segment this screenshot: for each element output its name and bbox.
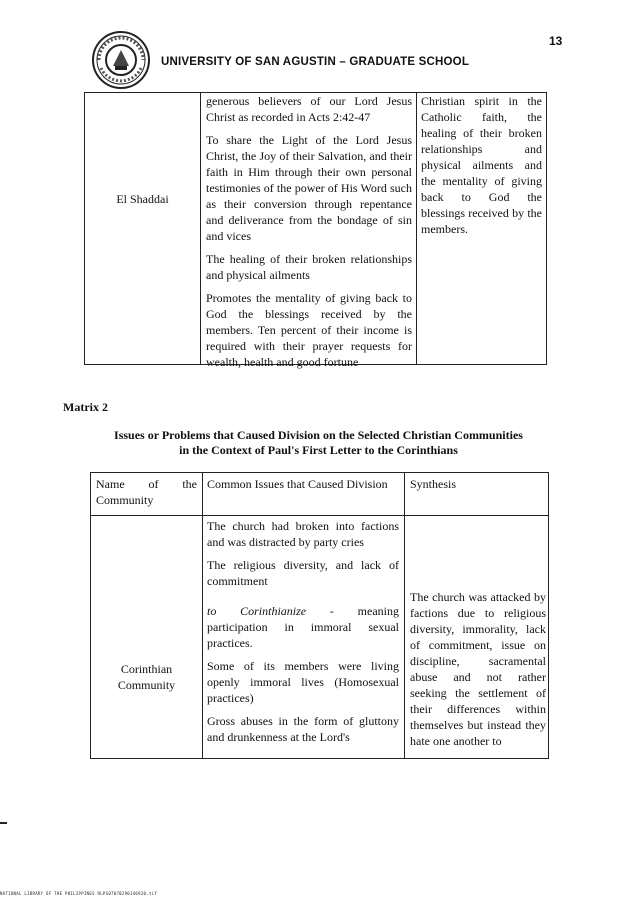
issue-paragraph: To share the Light of the Lord Jesus Christ, the Joy of their Salvation, and their faith in Him through their own personal testimonies of the power of His Word such as their conversion through repentance and deliverance from the bondage of sin and vices <box>206 133 412 243</box>
continued-table <box>84 92 547 369</box>
issue-paragraph: Some of its members were living openly immoral lives (Homosexual practices) <box>207 659 399 705</box>
issue-paragraph: generous believers of our Lord Jesus Christ as recorded in Acts 2:42-47 <box>206 94 412 124</box>
issue-paragraph: The religious diversity, and lack of commitment <box>207 558 399 588</box>
footer-scan-id: NATIONAL LIBRARY OF THE PHILIPPINES RLPS07070290146920.tif <box>0 891 158 896</box>
header-synthesis: Synthesis <box>410 477 457 491</box>
page-header: UNIVERSITY OF SAN AGUSTIN – GRADUATE SCHOOL <box>161 56 470 68</box>
issue-paragraph: Promotes the mentality of giving back to God the blessings received by the members. Ten percent of their income is required with their prayer requests for wealth, health and good fortune <box>206 291 412 369</box>
university-seal-icon <box>91 30 151 90</box>
matrix-title-line-1: Issues or Problems that Caused Division on the Selected Christian Communities <box>114 428 523 442</box>
synthesis-cell: Christian spirit in the Catholic faith, the healing of their broken relationships and physical ailments and the mentality of giving back to God the blessings received by the members. <box>421 94 542 236</box>
matrix-title-line-2: in the Context of Paul's First Letter to the Corinthians <box>179 443 458 457</box>
synthesis-cell: The church was attacked by factions due to religious diversity, immorality, lack of commitment, issue on discipline, sacramental abuse and not rather seeking the settlement of their differences within themselves but instead they hate one another to <box>410 590 546 748</box>
issues-cell <box>206 93 412 370</box>
issue-term-rest: - meaning participation in immoral sexual practices. <box>207 604 399 650</box>
page-number: 13 <box>549 34 563 48</box>
community-cell: El Shaddai <box>116 192 169 206</box>
matrix-label: Matrix 2 <box>63 400 108 414</box>
issue-paragraph: Gross abuses in the form of gluttony and drunkenness at the Lord's <box>207 714 399 744</box>
issue-term: to Corinthianize <box>207 604 307 618</box>
margin-mark <box>0 822 7 824</box>
issue-paragraph <box>207 603 399 651</box>
issue-paragraph: The church had broken into factions and was distracted by party cries <box>207 519 399 549</box>
community-cell: Corinthian Community <box>117 662 176 692</box>
matrix-table <box>90 472 549 759</box>
header-issues: Common Issues that Caused Division <box>207 477 388 491</box>
issue-paragraph: The healing of their broken relationships and physical ailments <box>206 252 412 282</box>
issues-cell <box>207 518 399 745</box>
header-name: Name of the Community <box>96 477 197 507</box>
